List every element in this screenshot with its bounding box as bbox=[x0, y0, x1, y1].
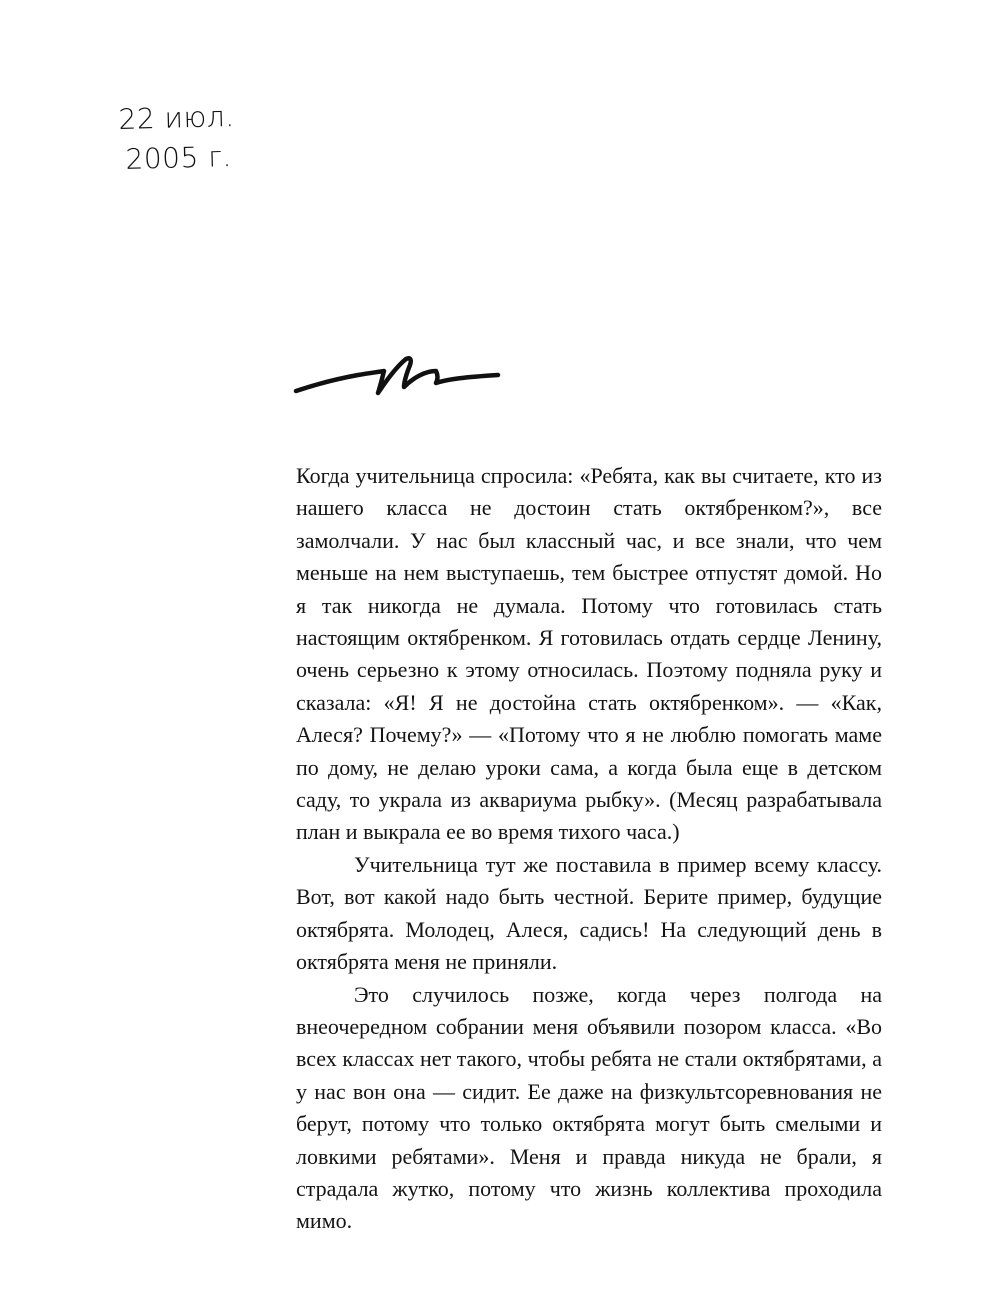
handwritten-date-note bbox=[118, 95, 320, 180]
paragraph-2: Учительница тут же поставила в пример всему классу. Вот, вот какой надо быть честной. Берите пример, будущие октябрята. Молодец, Алеся, садись! На следующий день в октябрята меня не приняли. bbox=[296, 851, 882, 975]
paragraph-1: Когда учительница спросила: «Ребята, как вы считаете, кто из нашего класса не достоин стать октябренком?», все замолчали. У нас был классный час, и все знали, что чем меньше на нем выступаешь, тем быстрее отпустят домой. Но я так никогда не думала. Потому что готовилась стать настоящим октябренком. Я готовилась отдать сердце Ленину, очень серьезно к этому относилась. Поэтому подняла руку и сказала: «Я! Я не достойна стать октябренком». — «Как, Алеся? Почему?» — «Потому что я не люблю помогать маме по дому, не делаю уроки сама, а когда была еще в детском саду, то украла из аквариума рыбку». (Месяц разрабатывала план и выкрала ее во время тихого часа.) bbox=[296, 463, 882, 845]
main-text bbox=[296, 460, 882, 1238]
hand-drawn-flourish-icon bbox=[288, 345, 508, 405]
paragraph-3: Это случилось позже, когда через полгода на внеочередном собрании меня объявили позором класса. «Во всех классах нет такого, чтобы ребята не стали октябрятами, а у нас вон она — сидит. Ее даже на физкультсоревнования не берут, потому что только октябрята могут быть смелыми и ловкими ребятами». Меня и правда никуда не брали, я страдала жутко, потому что жизнь коллектива проходила мимо. bbox=[296, 981, 882, 1234]
date-line-day-month: 22 июл. bbox=[118, 99, 235, 136]
flourish-stroke bbox=[296, 358, 498, 393]
date-line-year: 2005 г. bbox=[125, 140, 233, 176]
